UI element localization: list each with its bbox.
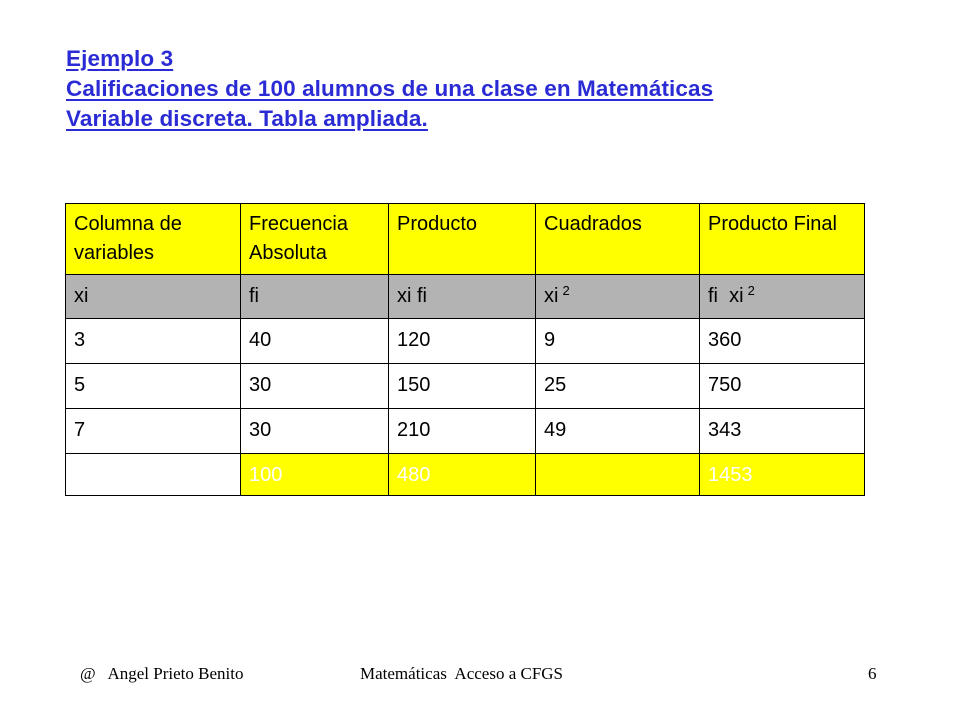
table-cell: 360 bbox=[700, 319, 865, 364]
symbol-exponent: 2 bbox=[747, 283, 755, 298]
footer-course: Matemáticas Acceso a CFGS bbox=[360, 664, 564, 683]
header-cell: Cuadrados bbox=[536, 204, 700, 275]
header-cell: Columna de variables bbox=[66, 204, 241, 275]
title-description: Variable discreta. Tabla ampliada. bbox=[66, 106, 428, 131]
title-example: Ejemplo 3 bbox=[66, 46, 174, 71]
totals-cell-empty bbox=[536, 454, 700, 496]
table-row bbox=[66, 409, 865, 454]
table-cell: 30 bbox=[241, 409, 389, 454]
table-cell: 25 bbox=[536, 364, 700, 409]
table-cell: 210 bbox=[389, 409, 536, 454]
frequency-table bbox=[65, 203, 865, 496]
totals-cell: 1453 bbox=[700, 454, 865, 496]
table-cell: 750 bbox=[700, 364, 865, 409]
footer-author: @ Angel Prieto Benito bbox=[80, 664, 244, 683]
header-cell: Producto bbox=[389, 204, 536, 275]
totals-cell-empty bbox=[66, 454, 241, 496]
totals-cell: 100 bbox=[241, 454, 389, 496]
table-cell: 7 bbox=[66, 409, 241, 454]
title-subject: Calificaciones de 100 alumnos de una clase en Matemáticas bbox=[66, 76, 714, 101]
table-cell: 120 bbox=[389, 319, 536, 364]
footer-page-number: 6 bbox=[868, 664, 877, 683]
table-cell: 40 bbox=[241, 319, 389, 364]
symbol-cell: xi bbox=[66, 275, 241, 319]
header-cell: Frecuencia Absoluta bbox=[241, 204, 389, 275]
table-totals-row bbox=[66, 454, 865, 496]
table-cell: 343 bbox=[700, 409, 865, 454]
table-cell: 30 bbox=[241, 364, 389, 409]
symbol-cell: fi bbox=[241, 275, 389, 319]
symbol-base: fi xi bbox=[708, 285, 744, 307]
header-cell: Producto Final bbox=[700, 204, 865, 275]
table-row bbox=[66, 319, 865, 364]
symbol-cell bbox=[536, 275, 700, 319]
table-row bbox=[66, 364, 865, 409]
totals-cell: 480 bbox=[389, 454, 536, 496]
table-header-row bbox=[66, 204, 865, 275]
table-cell: 150 bbox=[389, 364, 536, 409]
symbol-cell: xi fi bbox=[389, 275, 536, 319]
symbol-cell bbox=[700, 275, 865, 319]
table-cell: 3 bbox=[66, 319, 241, 364]
table-cell: 5 bbox=[66, 364, 241, 409]
symbol-base: xi bbox=[544, 285, 559, 307]
slide-title bbox=[66, 44, 713, 134]
table-symbol-row bbox=[66, 275, 865, 319]
table-cell: 9 bbox=[536, 319, 700, 364]
symbol-exponent: 2 bbox=[562, 283, 570, 298]
table-cell: 49 bbox=[536, 409, 700, 454]
